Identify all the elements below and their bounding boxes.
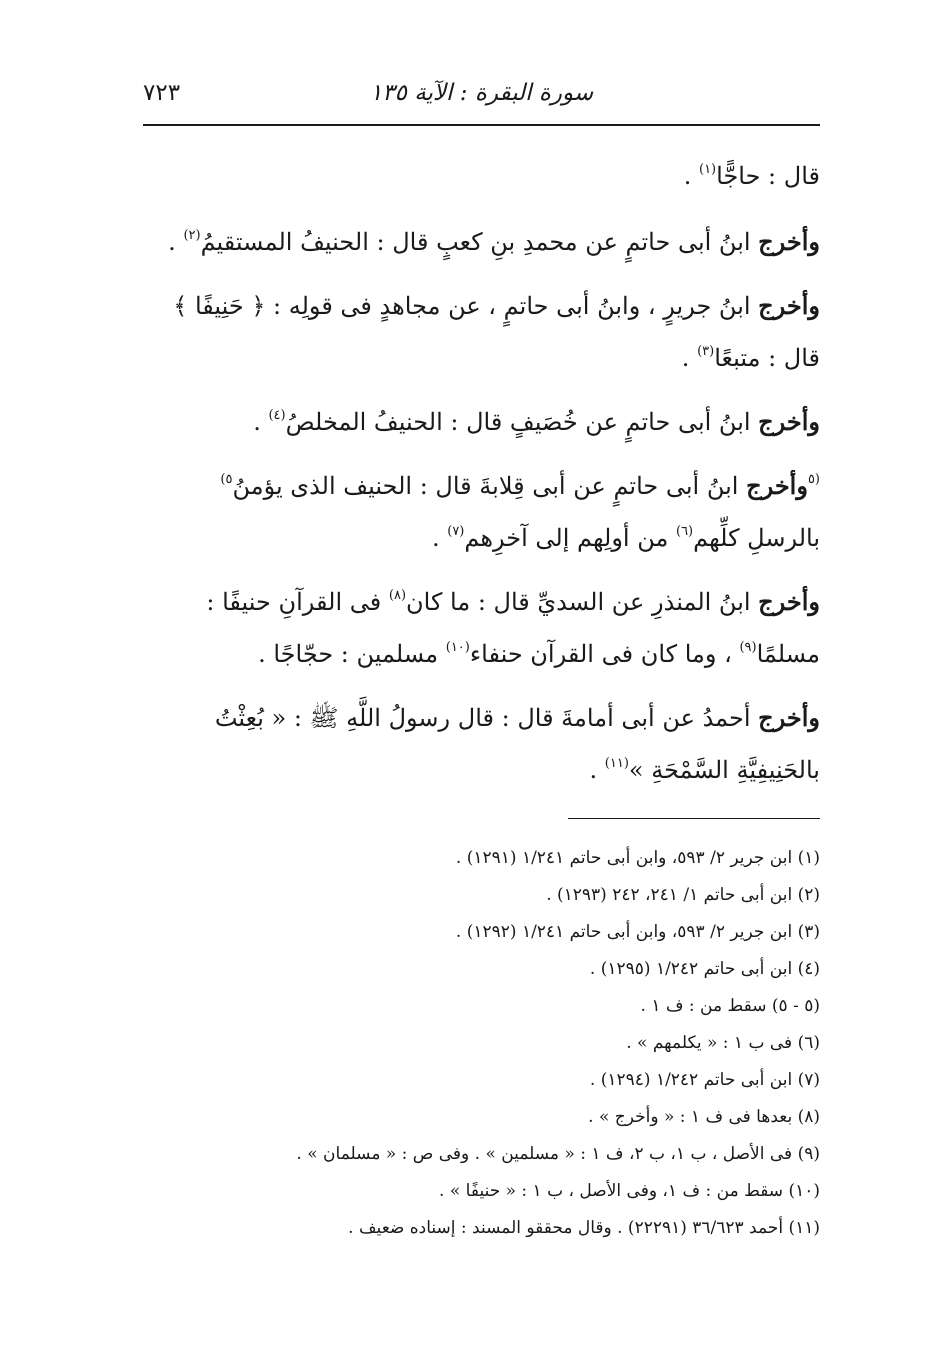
footnote: (٩) فى الأصل ، ب ١، ب ٢، ف ١ : « مسلمين » . وفى ص : « مسلمان » . <box>296 1144 820 1164</box>
header-title: سورة البقرة : الآية ١٣٥ <box>369 80 594 106</box>
paragraph-7 <box>143 692 820 796</box>
paragraph-text: ابنُ المنذرِ عن السديِّ قال : ما كان <box>406 588 759 616</box>
paragraph-1 <box>143 150 820 202</box>
lead-word: وأخرج <box>758 291 820 320</box>
omission-mark: ٥) <box>220 472 233 487</box>
paragraph-end: . <box>681 344 698 372</box>
lead-word: وأخرج <box>758 587 820 616</box>
paragraph-end: مسلمين : حجّاجًا . <box>258 640 446 668</box>
footnote-ref: (٤) <box>268 408 286 423</box>
paragraph-text: قال : حاجًّا <box>716 162 820 190</box>
footnote-ref: (١) <box>698 162 717 177</box>
omission-mark: (٥ <box>807 472 820 487</box>
lead-word: وأخرج <box>746 471 808 500</box>
paragraph-text: أحمدُ عن أبى أمامةَ قال : قال رسولُ اللَّهِ ﷺ : « بُعِثْتُ بالحَنِيفِيَّةِ السَّمْحَةِ » <box>214 704 820 784</box>
paragraph-4 <box>143 396 820 448</box>
paragraph-end: . <box>683 162 699 190</box>
footnote: (١) ابن جرير ٢/ ٥٩٣، وابن أبى حاتم ١/٢٤١ (١٢٩١) . <box>455 848 820 868</box>
lead-word: وأخرج <box>758 703 820 732</box>
footnote: (٦) فى ب ١ : « يكلمهم » . <box>626 1033 820 1053</box>
paragraph-end: . <box>589 756 605 784</box>
footnote-rule <box>568 818 820 819</box>
footnote-ref: (٨) <box>388 588 407 603</box>
paragraph-text: ابنُ جريرٍ ، وابنُ أبى حاتمٍ ، عن مجاهدٍ فى قولِه : ﴿ حَنِيفًا ﴾ قال : متبعًا <box>173 292 820 372</box>
main-text <box>143 150 820 808</box>
footnote: (١١) أحمد ٣٦/٦٢٣ (٢٢٢٩١) . وقال محققو المسند : إسناده ضعيف . <box>348 1218 820 1238</box>
paragraph-3 <box>143 280 820 384</box>
paragraph-end: . <box>431 524 448 552</box>
footnote: (٢) ابن أبى حاتم ١/ ٢٤١، ٢٤٢ (١٢٩٣) . <box>546 885 820 905</box>
paragraph-5 <box>143 460 820 564</box>
paragraph-text: ابنُ أبى حاتمٍ عن أبى قِلابةَ قال : الحنيف الذى يؤمنُ <box>232 472 747 500</box>
footnote: (٨) بعدها فى ف ١ : « وأخرج » . <box>588 1107 820 1127</box>
running-header <box>143 70 820 120</box>
paragraph-end: . <box>168 228 184 256</box>
footnote: (٥ - ٥) سقط من : ف ١ . <box>640 996 820 1016</box>
page-number: ٧٢٣ <box>143 80 181 106</box>
paragraph-text: من أولِهم إلى آخرِهم <box>464 524 676 552</box>
paragraph-end: . <box>253 408 269 436</box>
paragraph-text: فى القرآنِ حنيفًا : مسلمًا <box>206 588 820 668</box>
footnote-ref: (٣) <box>697 344 715 359</box>
footnote-ref: (٧) <box>447 524 465 539</box>
paragraph-text: ، وما كان فى القرآن حنفاء <box>469 640 740 668</box>
lead-word: وأخرج <box>758 227 820 256</box>
paragraph-text: ابنُ أبى حاتمٍ عن محمدِ بنِ كعبٍ قال : الحنيفُ المستقيمُ <box>200 228 759 256</box>
footnote-ref: (٩) <box>739 640 757 655</box>
footnote: (٤) ابن أبى حاتم ١/٢٤٢ (١٢٩٥) . <box>589 959 820 979</box>
lead-word: وأخرج <box>758 407 820 436</box>
footnote-ref: (١٠) <box>445 640 470 655</box>
footnote-ref: (٦) <box>675 524 694 539</box>
paragraph-text: بالرسلِ كلِّهم <box>693 524 820 552</box>
footnote: (٣) ابن جرير ٢/ ٥٩٣، وابن أبى حاتم ١/٢٤١ (١٢٩٢) . <box>455 922 820 942</box>
footnote-ref: (٢) <box>183 228 201 243</box>
footnote: (١٠) سقط من : ف ١، وفى الأصل ، ب ١ : « حنيفًا » . <box>439 1181 820 1201</box>
paragraph-text: ابنُ أبى حاتمٍ عن خُصَيفٍ قال : الحنيفُ المخلصُ <box>285 408 759 436</box>
header-rule <box>143 124 820 126</box>
footnote: (٧) ابن أبى حاتم ١/٢٤٢ (١٢٩٤) . <box>589 1070 820 1090</box>
footnote-ref: (١١) <box>604 756 629 771</box>
paragraph-2 <box>143 216 820 268</box>
paragraph-6 <box>143 576 820 680</box>
footnotes <box>143 840 820 1247</box>
